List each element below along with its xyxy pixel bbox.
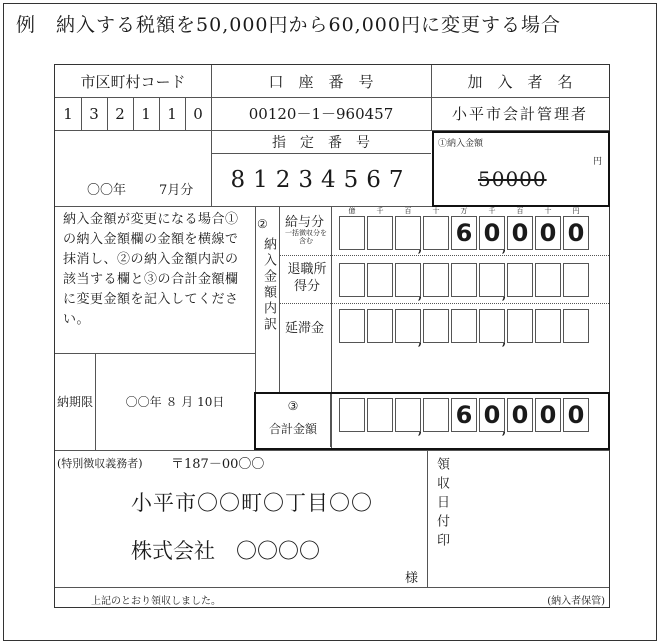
municipality-code-digit: 1 [167,104,177,123]
yen-unit: 円 [592,157,602,167]
municipality-code-digit: 1 [141,104,151,123]
unit-label: 百 [516,207,524,215]
salary-digit-box: 0 [507,216,533,250]
designation-number-label: 指 定 番 号 [272,134,370,151]
row-line [55,450,609,451]
total-digit-box: 0 [507,398,533,432]
retirement-digit-box [339,263,365,297]
delinquency-label: 延滞金 [285,321,325,336]
example-label: 例 [16,14,37,36]
unit-label: 十 [544,207,552,215]
period-month: 7月分 [159,183,194,198]
footer-copy-note: (納入者保管) [547,596,605,607]
salary-digit-box: 0 [535,216,561,250]
col-line [279,206,280,393]
retirement-digit-box [507,263,533,297]
delinquency-digit-box [423,309,449,343]
salary-digit-box [339,216,365,250]
period-year: 〇〇年 [87,183,127,198]
retirement-label: 退職所得分 [287,262,327,294]
row-line [55,587,609,588]
designation-number-value: 81234567 [230,166,412,193]
salary-digit-box: 0 [479,216,505,250]
receipt-stamp-label: 領収日付印 [434,457,449,552]
total-digit-box: 0 [479,398,505,432]
subscriber-name-label: 加 入 者 名 [467,72,573,91]
page-title [16,10,561,37]
col-line [427,450,428,587]
total-digit-box [367,398,393,432]
unit-label: 万 [460,207,468,215]
retirement-digit-box [535,263,561,297]
unit-label: 千 [488,207,496,215]
account-number-value: 00120－1－960457 [248,105,394,123]
delinquency-digit-box [507,309,533,343]
unit-label: 億 [348,207,356,215]
delinquency-digit-box [367,309,393,343]
title-text: 納入する税額を50,000円から60,000円に変更する場合 [56,14,561,36]
payer-postal-code: 〒187－00〇〇 [171,457,265,472]
comma-separator: , [502,241,507,255]
salary-label: 給与分 [285,215,325,230]
payer-company: 株式会社 〇〇〇〇 [131,539,320,563]
deadline-label: 納期限 [56,395,93,409]
delinquency-digit-box [563,309,589,343]
comma-separator: , [418,288,423,302]
salary-digit-box [423,216,449,250]
total-label: 合計金額 [268,421,317,436]
instructions-text: 納入金額が変更になる場合①の納入金額欄の金額を横線で抹消し、②の納入金額内訳の該当する欄と③の合計金額欄に変更金額を記入してください。 [63,212,239,327]
payment-amount-label: ①納入金額 [438,139,484,149]
total-digit-box: 6 [451,398,477,432]
row-line [279,303,609,304]
municipality-code-label: 市区町村コード [80,72,186,91]
retirement-digit-box [367,263,393,297]
comma-separator: , [502,288,507,302]
comma-separator: , [418,334,423,348]
account-number-label: 口 座 番 号 [268,72,374,91]
unit-label: 千 [376,207,384,215]
breakdown-circle: ② [257,217,268,231]
total-digit-box [339,398,365,432]
salary-note: 一括徴収分を含む [285,229,327,245]
municipality-code-digit: 2 [115,104,125,123]
total-circle: ③ [287,399,299,413]
total-digit-box: 0 [535,398,561,432]
footer-receipt-note: 上記のとおり領収しました。 [91,596,221,607]
municipality-code-digit: 0 [193,104,203,123]
municipality-code-digit: 3 [89,104,99,123]
col-line [330,394,331,447]
salary-digit-box: 0 [563,216,589,250]
comma-separator: , [502,334,507,348]
municipality-code-digit: 1 [63,104,73,123]
delinquency-digit-box [339,309,365,343]
retirement-digit-box [423,263,449,297]
payer-honorific: 様 [405,571,419,586]
comma-separator: , [418,241,423,255]
row-line [279,255,609,256]
deadline-value: 〇〇年 ８ 月 10日 [125,395,225,409]
comma-separator: , [418,423,423,437]
old-payment-amount: 50000 [478,167,547,191]
delinquency-digit-box [451,309,477,343]
payer-address: 小平市〇〇町〇丁目〇〇 [131,491,373,515]
payer-label: (特別徴収義務者) [57,457,143,470]
delinquency-digit-box [535,309,561,343]
payment-amount-box [432,131,610,207]
salary-digit-box: 6 [451,216,477,250]
unit-label: 円 [572,207,580,215]
unit-label: 百 [404,207,412,215]
subscriber-name-value: 小平市会計管理者 [451,105,588,123]
total-digit-box: 0 [563,398,589,432]
total-digit-box [423,398,449,432]
retirement-digit-box [563,263,589,297]
retirement-digit-box [451,263,477,297]
payment-form [54,64,610,608]
unit-label: 十 [432,207,440,215]
salary-digit-box [367,216,393,250]
comma-separator: , [502,423,507,437]
breakdown-title: 納入金額内訳 [261,237,276,333]
